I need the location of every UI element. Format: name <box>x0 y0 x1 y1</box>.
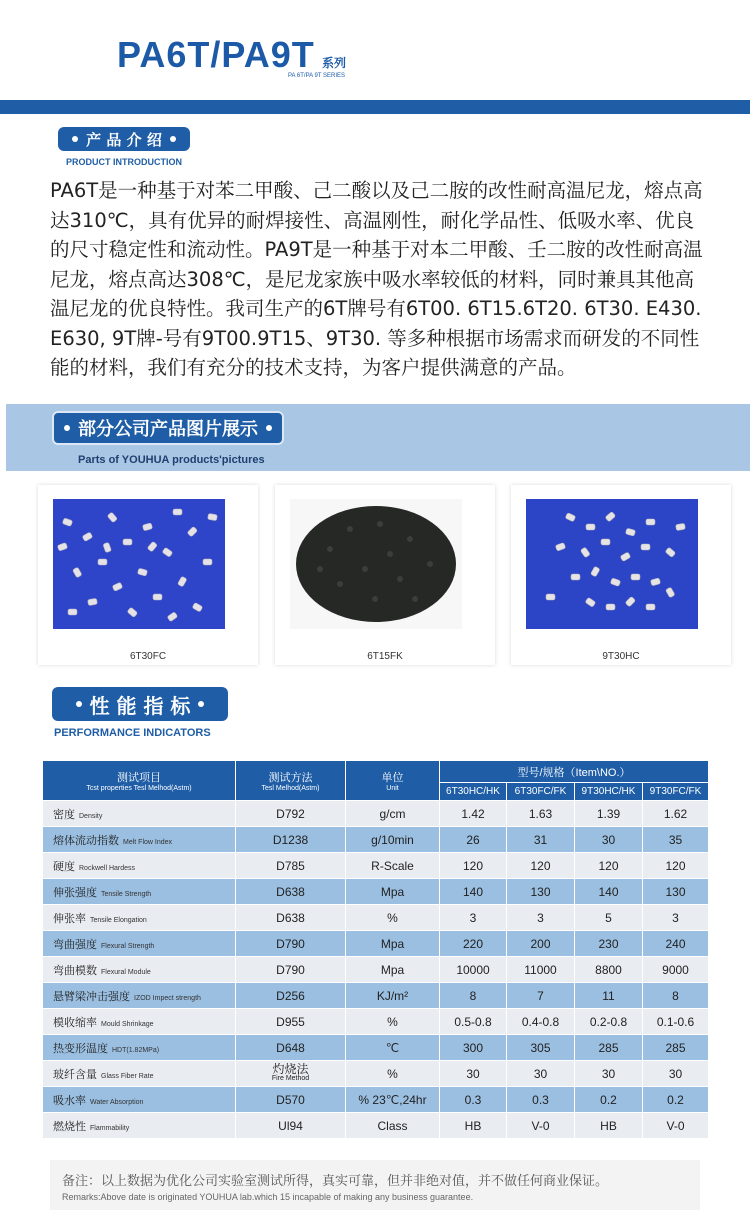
value-cell: 240 <box>643 931 709 957</box>
property-name-en: Tensile Strength <box>101 890 152 898</box>
value-cell: 120 <box>440 853 507 879</box>
unit-cell: g/cm <box>346 801 440 827</box>
value-cell: 0.1-0.6 <box>643 1009 709 1035</box>
value-cell: 8 <box>643 983 709 1009</box>
property-name-cell <box>43 879 236 905</box>
unit-cell: g/10min <box>346 827 440 853</box>
value-cell: 8 <box>440 983 507 1009</box>
table-row <box>43 1113 709 1139</box>
gallery-section-label: 部分公司产品图片展示 <box>78 419 258 440</box>
test-method-cell: D648 <box>236 1035 346 1061</box>
product-image-6t15fk <box>290 499 462 629</box>
table-row <box>43 983 709 1009</box>
gallery-section-label-en: Parts of YOUHUA products'pictures <box>78 454 265 466</box>
value-cell: 8800 <box>575 957 643 983</box>
value-cell: 31 <box>507 827 575 853</box>
property-name-cell <box>43 1087 236 1113</box>
property-name-cn: 燃烧性 <box>53 1120 86 1133</box>
value-cell: 0.4-0.8 <box>507 1009 575 1035</box>
value-cell: V-0 <box>643 1113 709 1139</box>
unit-cell: Mpa <box>346 931 440 957</box>
test-method-cell: D792 <box>236 801 346 827</box>
value-cell: 3 <box>440 905 507 931</box>
bullet-dot-icon <box>64 425 70 431</box>
value-cell: 0.3 <box>440 1087 507 1113</box>
header-model: 型号/规格（Item\NO.） <box>440 761 709 783</box>
unit-cell: ℃ <box>346 1035 440 1061</box>
unit-cell: % <box>346 1009 440 1035</box>
property-name-cell <box>43 931 236 957</box>
unit-cell: % <box>346 1061 440 1087</box>
property-name-cn: 玻纤含量 <box>53 1068 97 1081</box>
test-method-cell: D790 <box>236 957 346 983</box>
property-name-cn: 吸水率 <box>53 1094 86 1107</box>
property-name-en: Mould Shrinkage <box>101 1020 154 1028</box>
test-method: 灼烧法 <box>272 1062 309 1076</box>
value-cell: 10000 <box>440 957 507 983</box>
bullet-dot-icon <box>170 136 176 142</box>
value-cell: 1.62 <box>643 801 709 827</box>
property-name-en: HDT(1.82MPa) <box>112 1046 160 1054</box>
intro-section-label: 产 品 介 绍 <box>86 130 162 149</box>
bullet-dot-icon <box>266 425 272 431</box>
property-name-cn: 密度 <box>53 808 75 821</box>
header-grade: 6T30HC/HK <box>440 783 507 801</box>
value-cell: 0.2 <box>643 1087 709 1113</box>
value-cell: 0.2 <box>575 1087 643 1113</box>
value-cell: 140 <box>440 879 507 905</box>
value-cell: 0.2-0.8 <box>575 1009 643 1035</box>
value-cell: 140 <box>575 879 643 905</box>
performance-section-label-en: PERFORMANCE INDICATORS <box>54 727 211 739</box>
value-cell: HB <box>440 1113 507 1139</box>
value-cell: 1.42 <box>440 801 507 827</box>
value-cell: 0.5-0.8 <box>440 1009 507 1035</box>
header-test-item: 测试项目 Tcst properties Tesl Melhod(Astm) <box>43 761 236 801</box>
performance-table <box>42 760 709 1139</box>
page-header <box>0 0 750 100</box>
test-method-cell: D955 <box>236 1009 346 1035</box>
property-name-cn: 弯曲模数 <box>53 964 97 977</box>
property-name-cell <box>43 1061 236 1087</box>
property-name-en: Flammability <box>90 1124 130 1132</box>
value-cell: 130 <box>643 879 709 905</box>
product-caption: 9T30HC <box>602 651 640 662</box>
value-cell: 200 <box>507 931 575 957</box>
remarks-text-cn: 备注：以上数据为优化公司实验室测试所得，真实可靠，但并非绝对值，并不做任何商业保证。 <box>62 1174 609 1189</box>
product-card <box>38 485 258 665</box>
property-name-en: Rockwell Hardess <box>79 864 136 872</box>
property-name-en: Density <box>79 812 103 820</box>
property-name-cn: 伸张率 <box>53 912 86 925</box>
header-grade: 6T30FC/FK <box>507 783 575 801</box>
value-cell: V-0 <box>507 1113 575 1139</box>
property-name-cell <box>43 1035 236 1061</box>
test-method-cell: D1238 <box>236 827 346 853</box>
value-cell: 285 <box>643 1035 709 1061</box>
performance-section-label: 性 能 指 标 <box>89 693 191 718</box>
header-divider-bar <box>0 100 750 114</box>
value-cell: 11 <box>575 983 643 1009</box>
product-caption: 6T30FC <box>129 651 167 662</box>
unit-cell: R-Scale <box>346 853 440 879</box>
value-cell: 30 <box>440 1061 507 1087</box>
property-name-en: Glass Fiber Rate <box>101 1072 154 1080</box>
table-row <box>43 905 709 931</box>
test-method-cell: D785 <box>236 853 346 879</box>
value-cell: 30 <box>507 1061 575 1087</box>
product-card <box>275 485 495 665</box>
table-row <box>43 931 709 957</box>
property-name-cn: 伸张强度 <box>53 886 97 899</box>
value-cell: 3 <box>507 905 575 931</box>
test-method-cell: D638 <box>236 905 346 931</box>
table-row <box>43 801 709 827</box>
unit-cell: Mpa <box>346 957 440 983</box>
table-row <box>43 1061 709 1087</box>
bullet-dot-icon <box>76 701 82 707</box>
value-cell: 305 <box>507 1035 575 1061</box>
value-cell: 9000 <box>643 957 709 983</box>
property-name-cn: 悬臂梁冲击强度 <box>53 990 130 1003</box>
title-suffix: 系列 <box>322 56 347 70</box>
value-cell: 285 <box>575 1035 643 1061</box>
bullet-dot-icon <box>72 136 78 142</box>
table-row <box>43 957 709 983</box>
value-cell: 3 <box>643 905 709 931</box>
property-name-cell <box>43 853 236 879</box>
gallery-section-badge <box>52 411 284 445</box>
property-name-cn: 弯曲强度 <box>53 938 97 951</box>
value-cell: 120 <box>507 853 575 879</box>
value-cell: 35 <box>643 827 709 853</box>
value-cell: 1.39 <box>575 801 643 827</box>
unit-cell: KJ/m² <box>346 983 440 1009</box>
value-cell: 7 <box>507 983 575 1009</box>
intro-section-label-en: PRODUCT INTRODUCTION <box>66 157 182 167</box>
property-name-cell <box>43 1009 236 1035</box>
value-cell: 11000 <box>507 957 575 983</box>
header-grade: 9T30FC/FK <box>643 783 709 801</box>
property-name-cn: 硬度 <box>53 860 75 873</box>
property-name-en: Water Absorption <box>90 1098 144 1106</box>
property-name-cn: 模收缩率 <box>53 1016 97 1029</box>
intro-paragraph: PA6T是一种基于对苯二甲酸、己二酸以及己二胺的改性耐高温尼龙，熔点高达310℃，具有优异的耐焊接性、高温刚性，耐化学品性、低吸水率、优良的尺寸稳定性和流动性。PA9T是一种基于对本二甲酸、壬二胺的改性耐高温尼龙，熔点高达308℃，是尼龙家族中吸水率较低的材料，同时兼具其他高温尼龙的优良特性。我司生产的6T牌号有6T00. 6T15.6T20. 6T30. E430. E630, 9T牌-号有9T00.9T15、9T30. 等多种根据市场需求而研发的不同性能的材料，我们有充分的技术支持，为客户提供满意的产品。 <box>50 179 703 379</box>
page-title: PA6T/PA9T <box>117 34 315 75</box>
property-name-cell <box>43 957 236 983</box>
value-cell: 130 <box>507 879 575 905</box>
value-cell: 30 <box>643 1061 709 1087</box>
property-name-cn: 热变形温度 <box>53 1042 108 1055</box>
value-cell: 26 <box>440 827 507 853</box>
table-row <box>43 1087 709 1113</box>
test-method-cell: D638 <box>236 879 346 905</box>
table-row <box>43 1009 709 1035</box>
value-cell: 30 <box>575 827 643 853</box>
test-method-cell: D256 <box>236 983 346 1009</box>
value-cell: 120 <box>575 853 643 879</box>
test-method-cell: Ul94 <box>236 1113 346 1139</box>
product-image-6t30fc <box>53 499 225 629</box>
product-image-9t30hc <box>526 499 698 629</box>
property-name-cn: 熔体流动指数 <box>53 834 119 847</box>
unit-cell: Mpa <box>346 879 440 905</box>
intro-section-badge <box>58 127 190 151</box>
unit-cell: Class <box>346 1113 440 1139</box>
table-row <box>43 879 709 905</box>
table-row <box>43 853 709 879</box>
property-name-cell <box>43 905 236 931</box>
test-method-cell: D570 <box>236 1087 346 1113</box>
property-name-cell <box>43 1113 236 1139</box>
value-cell: HB <box>575 1113 643 1139</box>
property-name-en: Flexural Module <box>101 968 151 976</box>
property-name-en: Tensile Elongation <box>90 916 147 924</box>
header-grade: 9T30HC/HK <box>575 783 643 801</box>
bullet-dot-icon <box>198 701 204 707</box>
test-method-cell: D790 <box>236 931 346 957</box>
header-unit: 单位 Unit <box>346 761 440 801</box>
product-caption: 6T15FK <box>367 651 403 662</box>
property-name-en: Melt Flow Index <box>123 838 173 846</box>
remarks-text-en: Remarks:Above date is originated YOUHUA lab.which 15 incapable of making any business guarantee. <box>62 1192 474 1202</box>
value-cell: 120 <box>643 853 709 879</box>
table-row <box>43 1035 709 1061</box>
value-cell: 220 <box>440 931 507 957</box>
test-method-cell <box>236 1061 346 1087</box>
property-name-cell <box>43 827 236 853</box>
property-name-en: IZOD Impect strength <box>134 994 201 1002</box>
table-row <box>43 827 709 853</box>
performance-section-badge <box>52 687 228 721</box>
value-cell: 0.3 <box>507 1087 575 1113</box>
header-test-method: 测试方法 Tesl Melhod(Astm) <box>236 761 346 801</box>
value-cell: 5 <box>575 905 643 931</box>
property-name-cell <box>43 801 236 827</box>
value-cell: 30 <box>575 1061 643 1087</box>
value-cell: 1.63 <box>507 801 575 827</box>
unit-cell: % 23℃,24hr <box>346 1087 440 1113</box>
unit-cell: % <box>346 905 440 931</box>
property-name-en: Flexural Strength <box>101 942 155 950</box>
product-card <box>511 485 731 665</box>
property-name-cell <box>43 983 236 1009</box>
test-method-en: Fire Method <box>271 1075 310 1082</box>
value-cell: 300 <box>440 1035 507 1061</box>
value-cell: 230 <box>575 931 643 957</box>
page-subtitle: PA 6T/PA 9T SERIES <box>288 73 346 79</box>
